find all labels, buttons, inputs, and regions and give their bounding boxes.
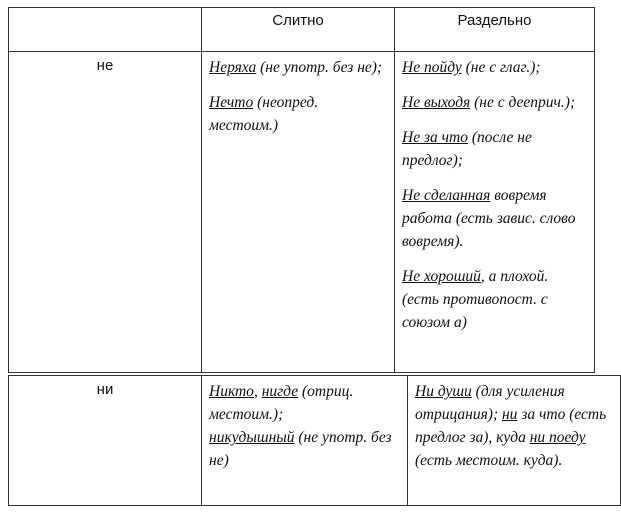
ne-joint-underlined-word: Нечто [209,94,254,111]
ne-separate-explanation: вовремя работа (есть завис. слово вовремя). [402,187,576,250]
ne-separate-explanation: (не с дееприч.); [470,94,576,111]
ne-separate-underlined-word: Не выходя [402,94,471,111]
header-separate-label: Раздельно [457,12,532,29]
ne-joint-entry [209,56,388,79]
ne-separate-explanation: , а плохой. (есть противопост. с союзом а) [402,268,549,331]
row-ne-label-cell [9,52,202,373]
row-ne-separate-cell [395,52,595,373]
row-ne-label: не [96,57,114,74]
spelling-table-ne [8,7,595,373]
ne-separate-entry [402,91,588,114]
ne-joint-entry [209,91,388,137]
ne-separate-underlined-word: Не за что [402,129,468,146]
ni-joint-underlined-word: нигде [261,383,299,400]
ne-joint-explanation: (неопред. местоим.) [209,94,319,134]
row-ni-joint-cell [202,376,408,506]
ne-separate-underlined-word: Не пойду [402,59,462,76]
header-empty-cell [9,8,202,52]
ni-joint-underlined-word: никудышный [209,429,295,446]
row-ne [9,52,595,373]
row-ni [9,376,621,506]
ne-separate-explanation: (не с глаг.); [461,59,541,76]
ni-separate-explanation: (для усиления отрицания); [415,383,565,423]
row-ne-joint-cell [202,52,395,373]
header-joint-cell [202,8,395,52]
ni-separate-explanation: (есть местоим. куда). [415,452,563,469]
ni-separate-underlined-word: ни поеду [529,429,586,446]
ne-separate-entry [402,184,588,253]
row-ni-separate-cell [408,376,621,506]
ne-separate-entry [402,126,588,172]
ne-separate-entry [402,56,588,79]
ni-separate-explanation: за что (есть предлог за), куда [415,406,607,446]
header-joint-label: Слитно [272,12,324,29]
ne-separate-underlined-word: Не хороший [402,268,481,285]
row-ni-label: ни [96,381,114,398]
ne-joint-explanation: (не употр. без не); [256,59,383,76]
spelling-table-ni [8,375,621,506]
ni-joint-underlined-word: Никто [209,383,254,400]
row-ni-label-cell [9,376,202,506]
ne-separate-underlined-word: Не сделанная [402,187,491,204]
ni-separate-underlined-word: ни [501,406,518,423]
ni-separate-underlined-word: Ни души [415,383,472,400]
ni-joint-explanation: (отриц. местоим.); [209,383,354,423]
ne-separate-explanation: (после не предлог); [402,129,532,169]
ne-separate-entry [402,265,588,334]
ni-joint-explanation: , [253,383,262,400]
ni-joint-explanation: (не употр. без не) [209,429,392,469]
header-row [9,8,595,52]
ne-joint-underlined-word: Неряха [209,59,257,76]
header-separate-cell [395,8,595,52]
